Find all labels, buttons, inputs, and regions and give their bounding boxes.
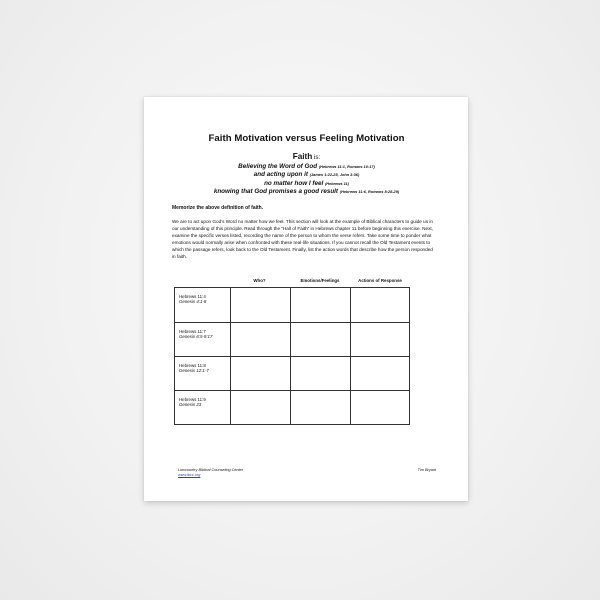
table-header-row [174,278,410,287]
definition-line-text: and acting upon it [253,171,308,179]
table-grid [174,287,410,425]
table-row [175,356,409,390]
table-cell-who[interactable] [230,391,290,424]
table-cell-ref [175,288,230,322]
table-row [175,390,409,424]
genesis-ref: Genesis 23 [179,402,202,408]
footer-website-link[interactable]: www.lbcc.org [178,472,201,477]
definition-line-ref: (Hebrews 11:1, Romans 10:17) [318,163,375,169]
page-title: Faith Motivation versus Feeling Motivation [208,133,405,144]
footer-left [178,468,243,478]
table-header-actions: Actions of Response [358,277,402,283]
definition-line [172,180,441,189]
footer-author: Tim Bryant [417,468,436,472]
table-header-emotions: Emotions/Feelings [300,277,340,283]
table-row [175,322,409,356]
table-cell-ref [175,323,230,356]
definition-line [172,163,441,172]
genesis-ref: Genesis 6:5-9:17 [179,334,213,340]
table-cell-emotions[interactable] [290,357,349,390]
memorize-instruction: Memorize the above definition of faith. [172,204,264,211]
hebrews-ref: Hebrews 11:8 [179,362,206,368]
table-cell-actions[interactable] [350,391,409,424]
page-footer [178,468,436,478]
definition-line [172,171,441,180]
table-cell-ref [175,357,230,390]
table-cell-who[interactable] [230,288,290,322]
worksheet-page [144,97,468,501]
hebrews-ref: Hebrews 11:7 [179,328,206,334]
table-header-who: Who? [253,277,266,283]
table-cell-ref [175,391,230,424]
table-cell-actions[interactable] [350,357,409,390]
genesis-ref: Genesis 12:1-7 [179,368,209,374]
hebrews-ref: Hebrews 11:9 [179,396,206,402]
instructions-paragraph: We are to act upon God’s Word no matter how we feel. This section will look at the example of Biblical characters to guide us in our understanding of this principle. Read through the “Hall of Faith” in Hebrews chapter 11 before beginning this exercise. Next, examine the specific verses listed, recording the name of the person to whom the verse refers. Take some time to ponder what emotions would normally arise when confronted with these real-life situations. If you cannot recall the Old Testament events to which the passage refers, look back to the Old Testament. Finally, list the action words that describe how the person responded in faith. [172,218,433,260]
definition-line [172,188,441,197]
table-cell-who[interactable] [230,357,290,390]
exercise-table [174,278,410,425]
table-header-ref [174,278,229,287]
is-word: is: [314,154,321,161]
genesis-ref: Genesis 4:1-8 [179,299,207,305]
definition-line-ref: (James 1:22-25, John 3:36) [309,172,360,178]
table-cell-emotions[interactable] [290,288,349,322]
table-row [175,288,409,322]
definition-line-ref: (Hebrews 11:6, Romans 8:28-29) [339,189,400,195]
table-cell-actions[interactable] [350,288,409,322]
table-cell-emotions[interactable] [290,323,349,356]
faith-word: Faith [292,152,313,161]
faith-definition [172,153,441,197]
definition-heading [172,153,441,163]
definition-line-ref: (Hebrews 11) [324,180,349,186]
definition-line-text: Believing the Word of God [238,162,318,170]
footer-org: Lowcountry Biblical Counseling Center [178,468,244,472]
table-cell-emotions[interactable] [290,391,349,424]
definition-line-text: knowing that God promises a good result [213,188,339,196]
table-cell-actions[interactable] [350,323,409,356]
table-cell-who[interactable] [230,323,290,356]
definition-line-text: no matter how I feel [264,179,324,187]
hebrews-ref: Hebrews 11:4 [179,293,206,299]
